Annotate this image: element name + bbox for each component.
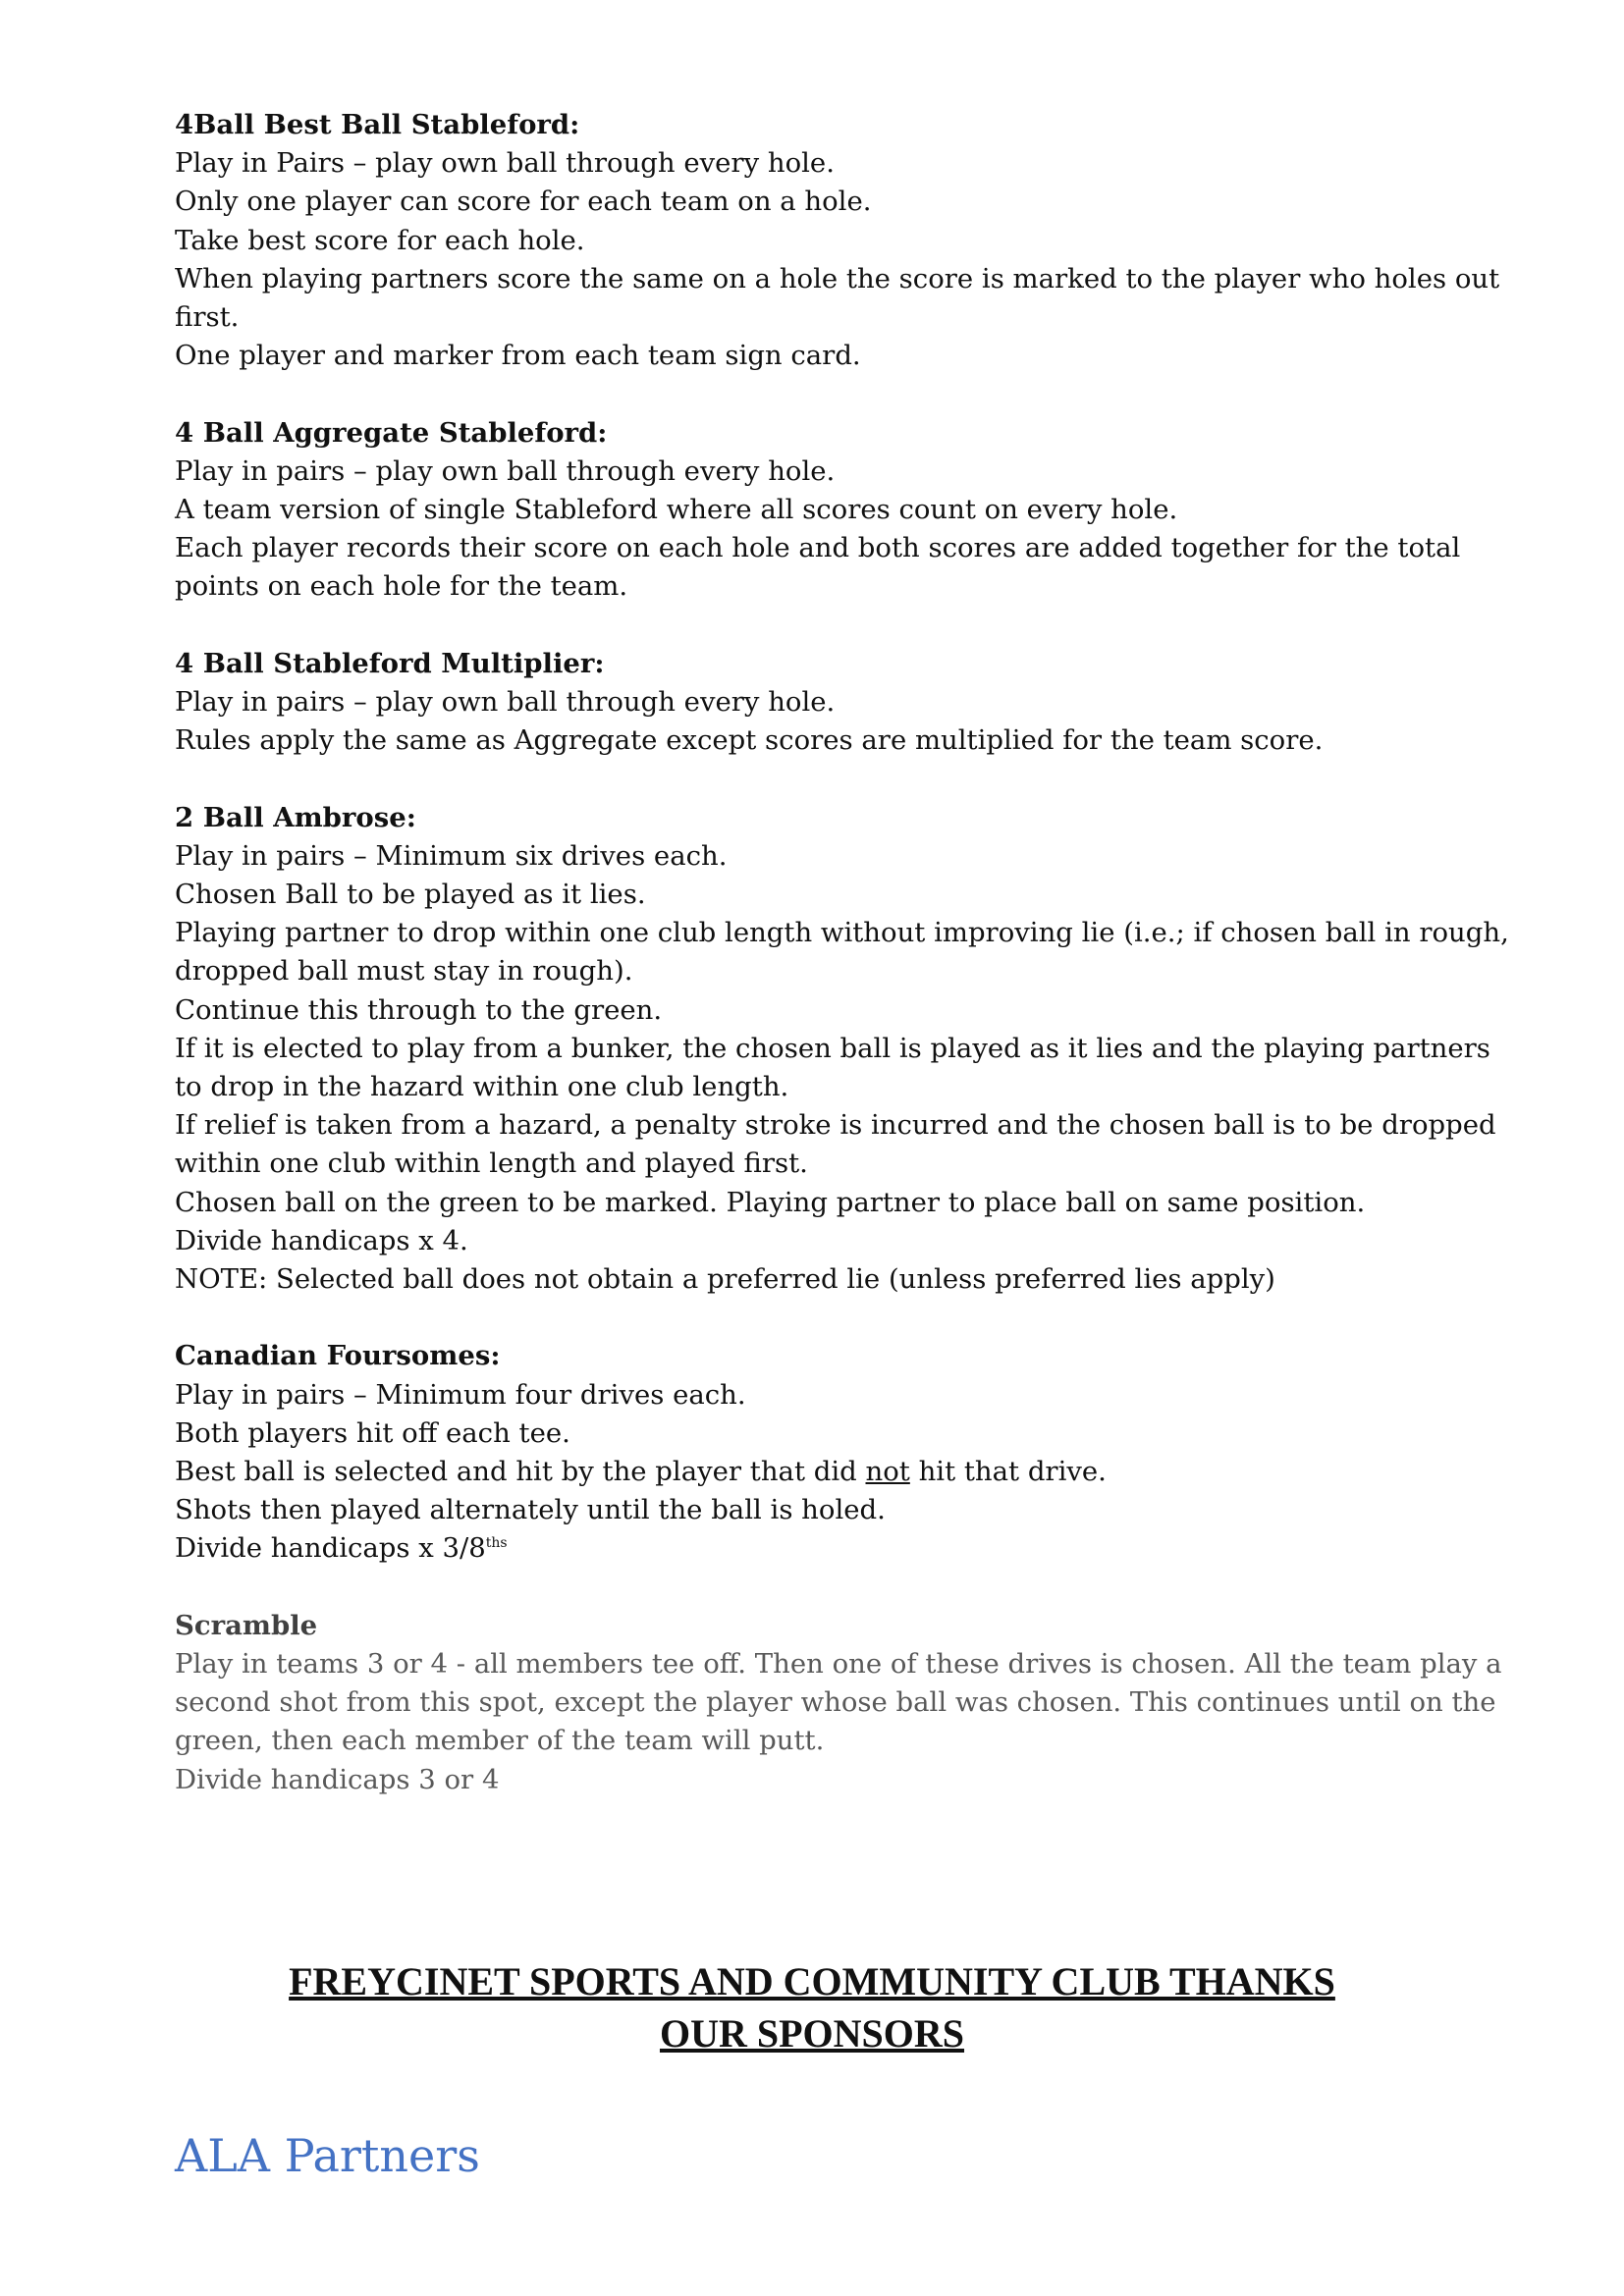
- sponsors-banner: [0, 1955, 1624, 2059]
- rule-line: Both players hit off each tee.: [175, 1416, 570, 1449]
- rule-line: Divide handicaps x 4.: [175, 1224, 468, 1256]
- handicap-fraction-line: [175, 1529, 1510, 1568]
- section-2ball-ambrose: [175, 799, 1510, 1300]
- document-body: [175, 106, 1510, 1838]
- banner-line-2: OUR SPONSORS: [659, 2011, 965, 2056]
- rule-text: Divide handicaps x 3/8: [175, 1532, 486, 1565]
- rule-line: Play in pairs – Minimum four drives each.: [175, 1378, 746, 1411]
- section-scramble: [175, 1607, 1510, 1799]
- rule-line: Each player records their score on each hole and both scores are added together for the total points on each hole for the team.: [175, 532, 1461, 603]
- section-4ball-best-ball: [175, 106, 1510, 375]
- section-heading: 4Ball Best Ball Stableford:: [175, 109, 580, 140]
- rule-line: If it is elected to play from a bunker, the chosen ball is played as it lies and the playing partners to drop in the hazard within one club length.: [175, 1032, 1490, 1103]
- rule-text: Best ball is selected and hit by the player that did: [175, 1456, 866, 1488]
- section-4ball-multiplier: [175, 645, 1510, 761]
- rule-line: Shots then played alternately until the ball is holed.: [175, 1494, 886, 1526]
- section-canadian-foursomes: [175, 1337, 1510, 1568]
- rule-line: Play in pairs – Minimum six drives each.: [175, 839, 728, 872]
- rule-line: Divide handicaps 3 or 4: [175, 1763, 500, 1795]
- rule-line: One player and marker from each team sign card.: [175, 340, 861, 372]
- rule-line: Play in Pairs – play own ball through every hole.: [175, 147, 835, 180]
- rule-text: hit that drive.: [909, 1456, 1107, 1488]
- sponsor-name: ALA Partners: [175, 2129, 480, 2182]
- rule-line: Play in teams 3 or 4 - all members tee off. Then one of these drives is chosen. All the team play a second shot from this spot, except the player whose ball was chosen. This continues until on the green, then each member of the team will putt.: [175, 1648, 1502, 1757]
- rule-line: Play in pairs – play own ball through every hole.: [175, 454, 836, 487]
- section-heading: Scramble: [175, 1609, 318, 1641]
- rule-line: Chosen ball on the green to be marked. Playing partner to place ball on same position.: [175, 1186, 1366, 1218]
- rule-line: When playing partners score the same on a hole the score is marked to the player who holes out first.: [175, 262, 1500, 334]
- section-heading: 4 Ball Stableford Multiplier:: [175, 647, 605, 679]
- rule-line: A team version of single Stableford where all scores count on every hole.: [175, 494, 1178, 526]
- rule-line: Playing partner to drop within one club length without improving lie (i.e.; if chosen ball in rough, dropped ball must stay in rough).: [175, 917, 1509, 988]
- section-heading: 2 Ball Ambrose:: [175, 801, 416, 833]
- banner-line-1: FREYCINET SPORTS AND COMMUNITY CLUB THANKS: [289, 1959, 1335, 2003]
- rule-line: Only one player can score for each team on a hole.: [175, 186, 872, 218]
- rule-line: Continue this through to the green.: [175, 993, 663, 1026]
- section-heading: Canadian Foursomes:: [175, 1340, 501, 1372]
- rule-line: Rules apply the same as Aggregate except scores are multiplied for the team score.: [175, 724, 1324, 757]
- rule-line: Take best score for each hole.: [175, 224, 585, 256]
- rule-line: NOTE: Selected ball does not obtain a preferred lie (unless preferred lies apply): [175, 1263, 1275, 1296]
- section-heading: 4 Ball Aggregate Stableford:: [175, 416, 608, 449]
- underlined-word: not: [865, 1456, 910, 1488]
- section-4ball-aggregate: [175, 414, 1510, 607]
- rule-line-with-emphasis: [175, 1453, 1510, 1491]
- rule-line: Chosen Ball to be played as it lies.: [175, 879, 646, 911]
- rule-line: Play in pairs – play own ball through every hole.: [175, 686, 836, 719]
- superscript: ths: [485, 1535, 508, 1552]
- rule-line: If relief is taken from a hazard, a penalty stroke is incurred and the chosen ball is to be dropped within one club within length and played first.: [175, 1109, 1496, 1180]
